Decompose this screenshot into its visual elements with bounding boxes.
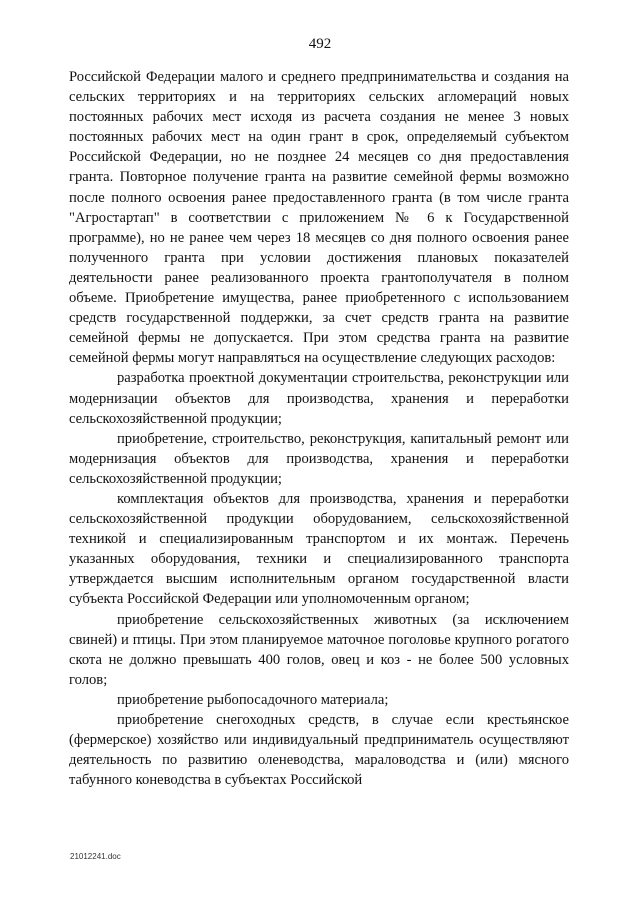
list-item-construction: приобретение, строительство, реконструкция, капитальный ремонт или модернизация объектов для производства, хранения и переработки сельскохозяйственной продукции; — [69, 430, 569, 487]
list-item-livestock: приобретение сельскохозяйственных животных (за исключением свиней) и птицы. При этом планируемое маточное поголовье крупного рогатого скота не должно превышать 400 голов, овец и коз - не более 500 условных голов; — [69, 611, 569, 688]
document-body — [69, 67, 569, 790]
list-item-design-documentation: разработка проектной документации строительства, реконструкции или модернизации объектов для производства, хранения и переработки сельскохозяйственной продукции; — [69, 370, 569, 427]
footer-filename: 21012241.doc — [70, 852, 121, 861]
list-item-fish-stock: приобретение рыбопосадочного материала; — [117, 691, 389, 708]
page-number: 492 — [308, 36, 332, 52]
list-item-equipment: комплектация объектов для производства, хранения и переработки сельскохозяйственной продукции оборудованием, сельскохозяйственной техникой и специализированным транспортом и их монтаж. Перечень указанных оборудования, техники и специализированного транспорта утверждается высшим исполнительным органом государственной власти субъекта Российской Федерации или уполномоченным органом; — [69, 490, 569, 608]
paragraph-intro: Российской Федерации малого и среднего предпринимательства и создания на сельских территориях и на территориях сельских агломераций новых постоянных рабочих мест исходя из расчета создания не менее 3 новых постоянных рабочих мест на один грант в срок, определяемый субъектом Российской Федерации, но не позднее 24 месяцев со дня предоставления гранта. Повторное получение гранта на развитие семейной фермы возможно после полного освоения ранее предоставленного гранта (в том числе гранта "Агростартап" в соответствии с приложением № 6 к Государственной программе), но не ранее чем через 18 месяцев со дня полного освоения ранее полученного гранта при условии достижения плановых показателей деятельности ранее реализованного проекта грантополучателя в полном объеме. Приобретение имущества, ранее приобретенного с использованием средств государственной поддержки, за счет средств гранта на развитие семейной фермы не допускается. При этом средства гранта на развитие семейной фермы могут направляться на осуществление следующих расходов: — [69, 69, 569, 367]
list-item-snowmobiles: приобретение снегоходных средств, в случае если крестьянское (фермерское) хозяйство или индивидуальный предприниматель осуществляют деятельность по развитию оленеводства, мараловодства и (или) мясного табунного коневодства в субъектах Российской — [69, 712, 569, 789]
